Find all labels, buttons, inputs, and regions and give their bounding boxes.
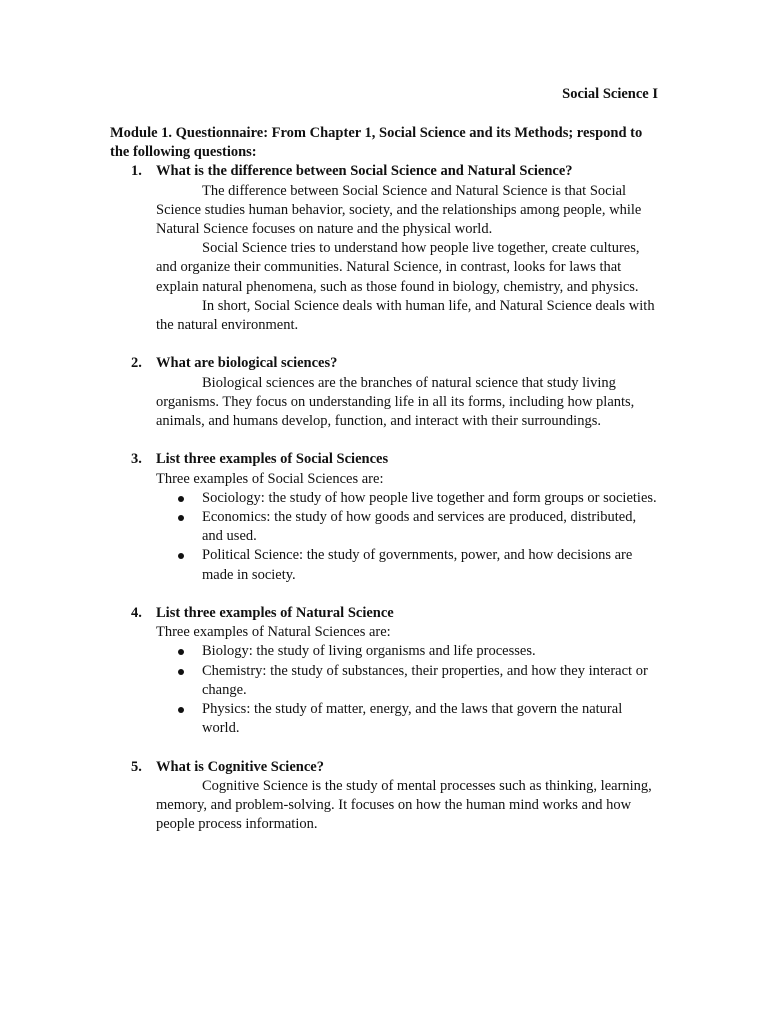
module-intro: Module 1. Questionnaire: From Chapter 1, Social Science and its Methods; respond to the following questions: — [110, 125, 643, 161]
bullet-icon — [178, 496, 184, 502]
list-item-text: Chemistry: the study of substances, their properties, and how they interact or change. — [202, 662, 648, 698]
list-item-text: Biology: the study of living organisms and life processes. — [202, 643, 536, 660]
document-body — [110, 124, 660, 834]
list-item — [156, 642, 660, 661]
answer-paragraph: The difference between Social Science and Natural Science is that Social Science studies human behavior, society, and the relationships among people, while Natural Science focuses on nature and the physical world. — [156, 182, 642, 238]
list-item-text: Economics: the study of how goods and services are produced, distributed, and used. — [202, 509, 637, 545]
question-number: 2. — [131, 355, 142, 372]
examples-list — [156, 489, 660, 585]
question-1 — [110, 162, 660, 335]
question-title: What is Cognitive Science? — [156, 758, 324, 775]
list-item — [156, 700, 660, 738]
list-item-text: Sociology: the study of how people live together and form groups or societies. — [202, 489, 657, 506]
answer-lead: Three examples of Natural Sciences are: — [156, 624, 391, 641]
course-title: Social Science I — [562, 86, 658, 102]
question-number: 4. — [131, 605, 142, 622]
bullet-icon — [178, 515, 184, 521]
question-4 — [110, 604, 660, 738]
question-number: 3. — [131, 451, 142, 468]
answer-paragraph: Biological sciences are the branches of natural science that study living organisms. They focus on understanding life in all its forms, including how plants, animals, and humans develop, function, and interact with their surroundings. — [156, 374, 635, 430]
bullet-icon — [178, 707, 184, 713]
answer-paragraph: Social Science tries to understand how people live together, create cultures, and organize their communities. Natural Science, in contrast, looks for laws that explain natural phenomena, such as those found in biology, chemistry, and physics. — [156, 240, 640, 295]
question-5 — [110, 758, 660, 835]
list-item-text: Political Science: the study of governments, power, and how decisions are made in society. — [202, 547, 633, 583]
question-2 — [110, 354, 660, 431]
question-title: What are biological sciences? — [156, 355, 338, 372]
question-title: List three examples of Natural Science — [156, 605, 394, 622]
examples-list — [156, 642, 660, 738]
answer-lead: Three examples of Social Sciences are: — [156, 470, 384, 487]
question-number: 5. — [131, 758, 142, 775]
answer-paragraph: In short, Social Science deals with human life, and Natural Science deals with the natural environment. — [156, 297, 655, 334]
list-item-text: Physics: the study of matter, energy, and the laws that govern the natural world. — [202, 701, 623, 737]
answer-paragraph: Cognitive Science is the study of mental processes such as thinking, learning, memory, and problem-solving. It focuses on how the human mind works and how people process information. — [156, 777, 652, 833]
question-title: What is the difference between Social Science and Natural Science? — [156, 163, 573, 180]
bullet-icon — [178, 649, 184, 655]
list-item — [156, 508, 660, 546]
question-3 — [110, 450, 660, 584]
question-title: List three examples of Social Sciences — [156, 451, 389, 468]
question-number: 1. — [131, 163, 142, 180]
list-item — [156, 662, 660, 700]
bullet-icon — [178, 553, 184, 559]
bullet-icon — [178, 669, 184, 675]
list-item — [156, 546, 660, 584]
list-item — [156, 489, 660, 508]
